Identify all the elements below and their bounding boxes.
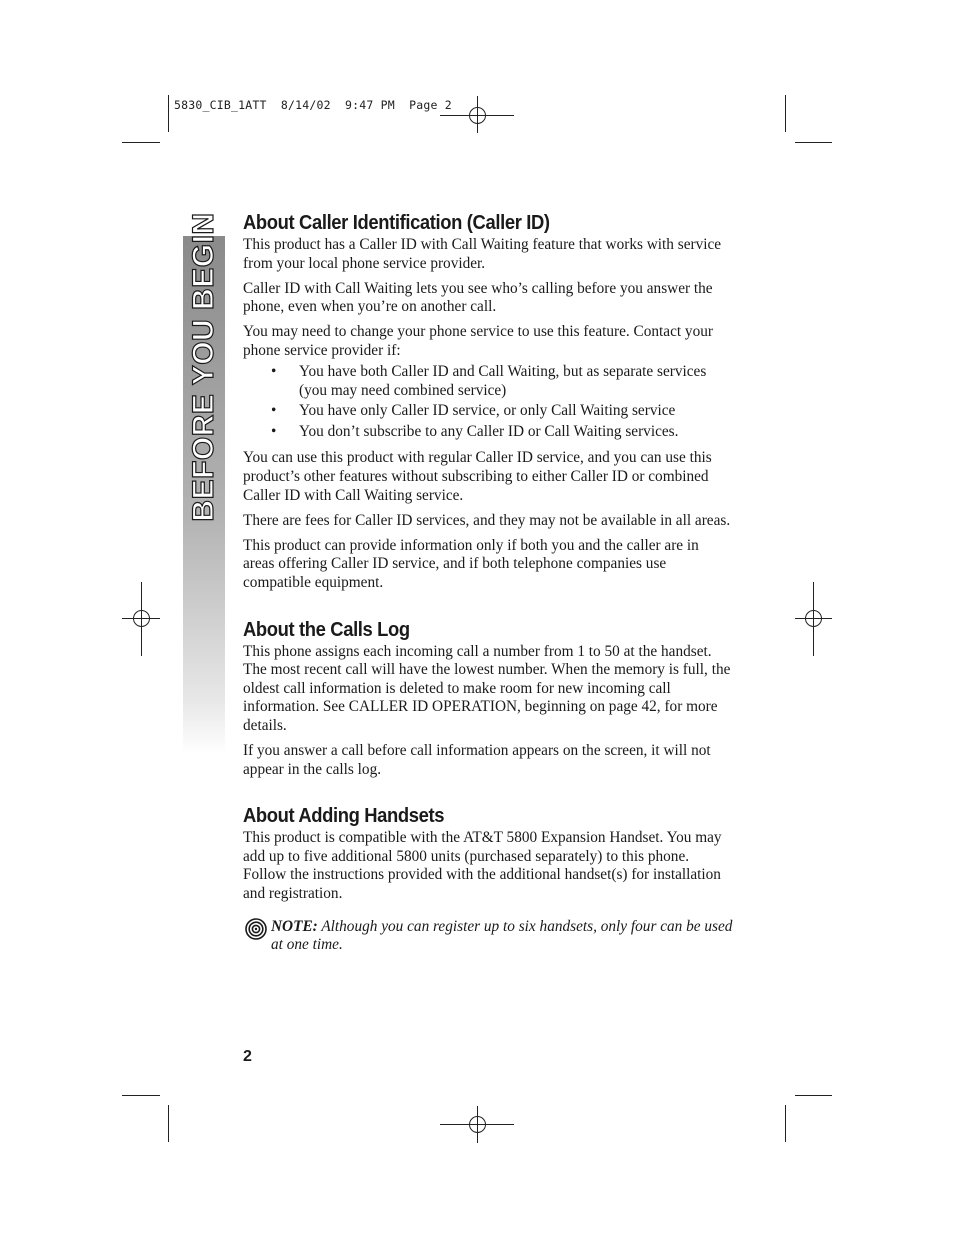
section-adding-handsets xyxy=(243,803,733,955)
paragraph: You can use this product with regular Caller ID service, and you can use this product’s other features without subscribing to either Caller ID or combined Caller ID with Call Waiting service. xyxy=(243,449,712,504)
paragraph: This phone assigns each incoming call a number from 1 to 50 at the handset. The most recent call will have the lowest number. When the memory is full, the oldest call information is deleted to make room for new incoming call information. See CALLER ID OPERATION, beginning on page 42, for more details. xyxy=(243,642,731,734)
print-slug: 5830_CIB_1ATT 8/14/02 9:47 PM Page 2 xyxy=(174,98,452,112)
heading-caller-id: About Caller Identification (Caller ID) xyxy=(243,212,550,234)
crop-mark xyxy=(122,142,160,143)
crop-mark xyxy=(785,1105,786,1142)
sidebar-label-text: BEFORE YOU BEGIN xyxy=(187,212,220,522)
crop-mark xyxy=(795,142,832,143)
note-target-icon xyxy=(245,918,267,940)
list-item: • You have both Caller ID and Call Waiting, but as separate services (you may need combined service) xyxy=(271,363,733,400)
paragraph: This product has a Caller ID with Call Waiting feature that works with service from your local phone service provider. xyxy=(243,236,722,272)
heading-calls-log: About the Calls Log xyxy=(243,618,410,641)
page-number: 2 xyxy=(243,1048,252,1065)
bullet-list xyxy=(243,363,733,441)
crop-mark xyxy=(168,95,169,132)
note-text: Although you can register up to six handsets, only four can be used at one time. xyxy=(271,917,733,954)
registration-circle xyxy=(133,610,150,627)
crop-mark xyxy=(795,1095,832,1096)
paragraph: There are fees for Caller ID services, and they may not be available in all areas. xyxy=(243,511,731,529)
sidebar-label xyxy=(183,212,225,522)
list-item: • You have only Caller ID service, or only Call Waiting service xyxy=(271,402,733,421)
paragraph: If you answer a call before call information appears on the screen, it will not appear in the calls log. xyxy=(243,742,711,778)
registration-circle xyxy=(469,107,486,124)
crop-mark xyxy=(168,1105,169,1142)
page-content xyxy=(243,210,733,955)
crop-mark xyxy=(785,95,786,132)
list-item: • You don’t subscribe to any Caller ID or Call Waiting services. xyxy=(271,423,733,442)
section-calls-log xyxy=(243,617,733,780)
note xyxy=(243,918,733,955)
note-label: NOTE: xyxy=(271,917,318,935)
section-caller-id xyxy=(243,210,733,593)
heading-adding-handsets: About Adding Handsets xyxy=(243,805,445,828)
crop-mark xyxy=(122,1095,160,1096)
registration-circle xyxy=(805,610,822,627)
paragraph: This product is compatible with the AT&T 5800 Expansion Handset. You may add up to five additional 5800 units (purchased separately) to this phone. Follow the instructions provided with the additional handset(s) for installation and registration. xyxy=(243,829,722,903)
paragraph: This product can provide information only if both you and the caller are in areas offering Caller ID service, and if both telephone companies use compatible equipment. xyxy=(243,536,699,591)
paragraph: You may need to change your phone service to use this feature. Contact your phone service provider if: xyxy=(243,323,713,359)
paragraph: Caller ID with Call Waiting lets you see who’s calling before you answer the phone, even when you’re on another call. xyxy=(243,279,713,316)
registration-circle xyxy=(469,1116,486,1133)
